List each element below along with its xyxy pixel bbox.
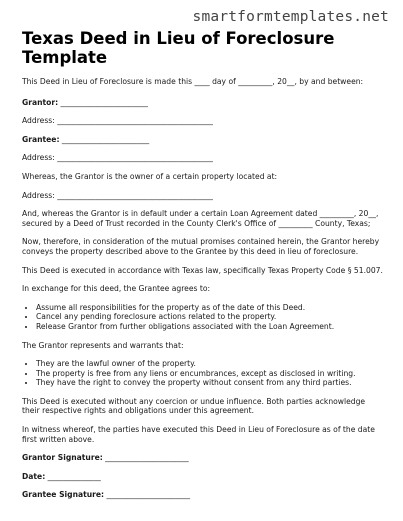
grantor-address-field[interactable] [22, 116, 384, 126]
grantor-label: Grantor: [22, 97, 59, 107]
grantor-line: _______________________ [58, 97, 148, 107]
list-item: • They are the lawful owner of the property. [36, 359, 384, 369]
list-item: • Release Grantor from further obligations associated with the Loan Agreement. [36, 322, 384, 332]
date-line: ______________ [45, 471, 101, 481]
list-item: • The property is free from any liens or encumbrances, except as disclosed in writing. [36, 369, 384, 379]
site-watermark: smartformtemplates.net [192, 9, 389, 25]
witness-paragraph: In witness whereof, the parties have executed this Deed in Lieu of Foreclosure as of the date first written above. [22, 425, 375, 444]
grantor-warranties-list [22, 359, 384, 388]
address-label: Address: [22, 153, 55, 163]
grantee-label: Grantee: [22, 134, 60, 144]
date-field[interactable] [22, 472, 384, 482]
address-line: _________________________________________ [54, 153, 213, 163]
list-item: • They have the right to convey the property without consent from any third parties. [36, 378, 384, 388]
document-title: Texas Deed in Lieu of Foreclosure Template [22, 29, 335, 67]
warranty-intro: The Grantor represents and warrants that: [22, 340, 184, 350]
grantee-line: _______________________ [59, 134, 150, 144]
grantee-obligations-list [22, 303, 384, 332]
grantee-address-field[interactable] [22, 153, 384, 163]
grantee-signature-field[interactable] [22, 490, 384, 500]
conveyance-paragraph: Now, therefore, in consideration of the mutual promises contained herein, the Grantor hereby conveys the property described above to the Grantee by this deed in lieu of foreclosure. [22, 237, 380, 256]
list-item: • Assume all responsibilities for the property as of the date of this Deed. [36, 303, 384, 313]
grantee-signature-label: Grantee Signature: [22, 490, 105, 500]
address-label: Address: [22, 116, 55, 126]
property-address-field[interactable] [22, 191, 384, 201]
date-label: Date: [22, 471, 46, 481]
grantee-field[interactable] [22, 135, 384, 145]
address-label: Address: [22, 190, 55, 200]
intro-paragraph: This Deed in Lieu of Foreclosure is made this ____ day of _________, 20__, by and between: [22, 77, 364, 86]
grantor-signature-label: Grantor Signature: [22, 453, 103, 463]
list-item: • Cancel any pending foreclosure actions related to the property. [36, 312, 384, 322]
address-line: _________________________________________ [54, 190, 213, 200]
whereas-default-paragraph: And, whereas the Grantor is in default under a certain Loan Agreement dated _________, 20__, secured by a Deed of Trust recorded in the County Clerk's Office of _________ County, Texas; [22, 209, 379, 228]
grantor-signature-field[interactable] [22, 453, 384, 463]
address-line: _________________________________________ [54, 116, 213, 126]
grantee-signature-line: ______________________ [104, 490, 191, 500]
whereas-owner-paragraph: Whereas, the Grantor is the owner of a certain property located at: [22, 171, 278, 181]
grantor-field[interactable] [22, 98, 384, 108]
document-body [22, 77, 384, 500]
texas-law-paragraph: This Deed is executed in accordance with Texas law, specifically Texas Property Code § 51.007. [22, 265, 383, 275]
grantor-signature-line: ______________________ [102, 453, 189, 463]
no-coercion-paragraph: This Deed is executed without any coercion or undue influence. Both parties acknowledge their respective rights and obligations under this agreement. [22, 396, 366, 416]
exchange-intro: In exchange for this deed, the Grantee agrees to: [22, 284, 211, 294]
